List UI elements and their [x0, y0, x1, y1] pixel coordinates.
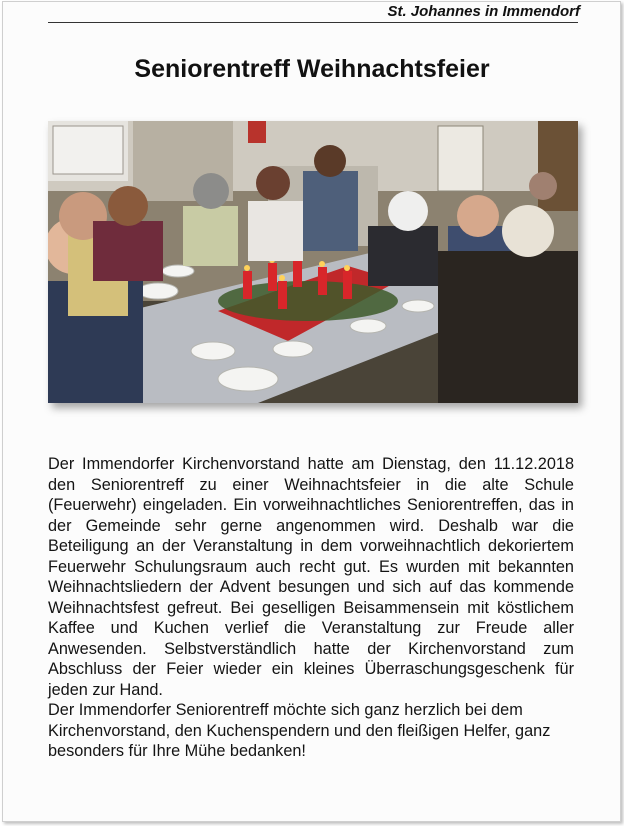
article-paragraph: Der Immendorfer Kirchenvorstand hatte am Dienstag, den 11.12.2018 den Seniorentreff zu einer Weihnachtsfeier in die alte Schule (Feuerwehr) eingeladen. Ein vorweihnachtliches Seniorentreffen, das in der Gemeinde sehr gerne angenommen wird. Deshalb war die Beteiligung an der Veranstaltung in dem vorweihnachtlich dekoriertem Feuerwehr Schulungsraum auch recht gut. Es wurden mit bekannten Weihnachtsliedern der Advent besungen und sich auf das kommende Weihnachtsfest gefreut. Bei geselligen Beisammensein mit köstlichem Kaffee und Kuchen verlief die Veranstaltung zur Freude aller Anwesenden. Selbstverständlich hatte der Kirchenvorstand zum Abschluss der Feier wieder ein kleines Überraschungsgeschenk für jeden zur Hand.	[48, 455, 574, 699]
photo-illustration	[48, 121, 578, 403]
article-paragraph: Der Immendorfer Seniorentreff möchte sich ganz herzlich bei dem Kirchenvorstand, den Kuchenspendern und den fleißigen Helfer, ganz besonders für Ihre Mühe bedanken!	[48, 701, 551, 760]
seniors-christmas-table-photo	[48, 121, 578, 403]
article-title: Seniorentreff Weihnachtsfeier	[134, 55, 490, 83]
header-divider	[48, 22, 578, 23]
section-header: St. Johannes in Immendorf	[387, 3, 580, 20]
article-body	[48, 454, 574, 762]
